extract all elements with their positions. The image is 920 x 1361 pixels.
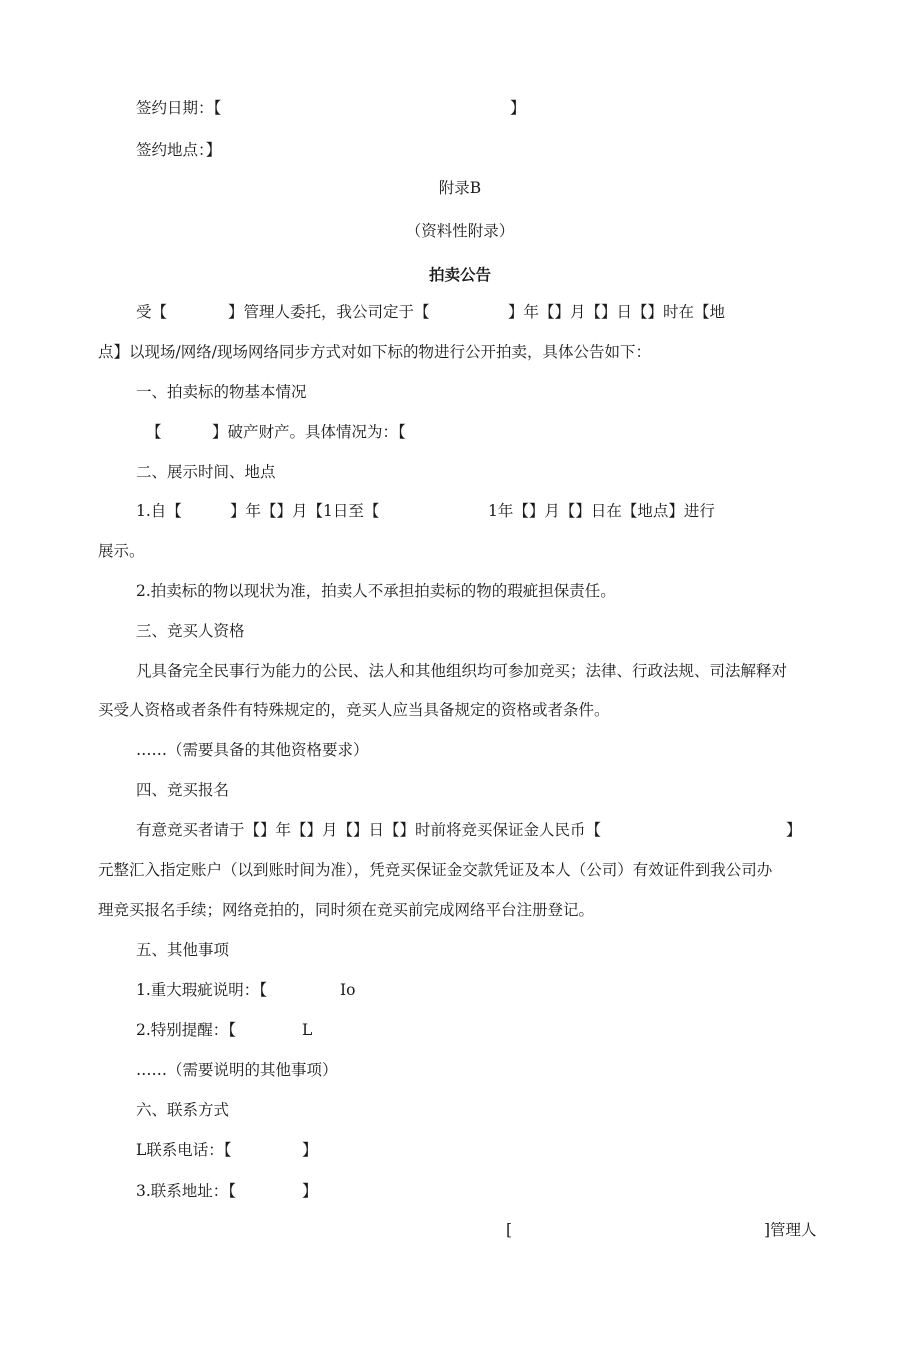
intro-line1-c: 】年【】月【】日【】时在【地 (508, 303, 726, 321)
section-4-para-line1-b: 】 (786, 821, 802, 839)
signature-open-bracket: [ (506, 1221, 513, 1239)
section-2-item1-a: 1.自【 (136, 502, 182, 520)
section-6-item2-b: 】 (302, 1182, 318, 1200)
section-4-para-line1-a: 有意竞买者请于【】年【】月【】日【】时前将竞买保证金人民币【 (136, 821, 602, 839)
signature-close-manager: ]管理人 (764, 1221, 817, 1239)
section-5-more: ……（需要说明的其他事项） (136, 1061, 338, 1079)
section-5-item2-b: L (302, 1021, 313, 1039)
section-3-para-line2: 买受人资格或者条件有特殊规定的，竞买人应当具备规定的资格或者条件。 (98, 701, 610, 719)
signing-date-close: 】 (510, 99, 526, 117)
section-5-heading: 五、其他事项 (136, 941, 230, 959)
section-3-para-line1: 凡具备完全民事行为能力的公民、法人和其他组织均可参加竞买；法律、行政法规、司法解释对 (136, 662, 788, 680)
section-5-item2-a: 2.特别提醒：【 (136, 1021, 237, 1039)
section-2-item1-d: 展示。 (98, 542, 145, 560)
signing-date-label: 签约日期：【 (136, 99, 222, 117)
notice-title: 拍卖公告 (428, 265, 491, 284)
signing-place-label: 签约地点：】 (136, 141, 222, 159)
section-1-item-a: 【 (146, 423, 162, 441)
section-2-item1-b: 】年【】月【1日至【 (230, 502, 380, 520)
appendix-subtitle: （资料性附录） (405, 222, 515, 240)
appendix-title: 附录B (438, 179, 482, 197)
section-1-item-b: 】破产财产。具体情况为：【 (212, 423, 406, 441)
section-2-item2: 2.拍卖标的物以现状为准，拍卖人不承担拍卖标的物的瑕疵担保责任。 (136, 582, 616, 600)
section-4-para-line3: 理竞买报名手续；网络竞拍的，同时须在竞买前完成网络平台注册登记。 (98, 901, 595, 919)
intro-line1-a: 受【 (136, 303, 168, 321)
section-6-item2-a: 3.联系地址：【 (136, 1182, 237, 1200)
section-5-item1-b: Io (340, 981, 356, 999)
section-3-more: ……（需要具备的其他资格要求） (136, 741, 369, 759)
section-4-para-line2: 元整汇入指定账户（以到账时间为准），凭竞买保证金交款凭证及本人（公司）有效证件到我公司办 (98, 861, 773, 879)
section-2-heading: 二、展示时间、地点 (136, 463, 276, 481)
section-5-item1-a: 1.重大瑕疵说明：【 (136, 981, 268, 999)
section-1-heading: 一、拍卖标的物基本情况 (136, 383, 307, 401)
section-4-heading: 四、竞买报名 (136, 781, 230, 799)
intro-line2: 点】以现场/网络/现场网络同步方式对如下标的物进行公开拍卖，具体公告如下： (98, 343, 651, 361)
section-3-heading: 三、竞买人资格 (136, 622, 245, 640)
intro-line1-b: 】管理人委托，我公司定于【 (228, 303, 430, 321)
section-2-item1-c: 1年【】月【】日在【地点】进行 (488, 502, 715, 520)
section-6-item1-a: L联系电话：【 (136, 1141, 232, 1159)
section-6-item1-b: 】 (302, 1141, 318, 1159)
section-6-heading: 六、联系方式 (136, 1101, 230, 1119)
